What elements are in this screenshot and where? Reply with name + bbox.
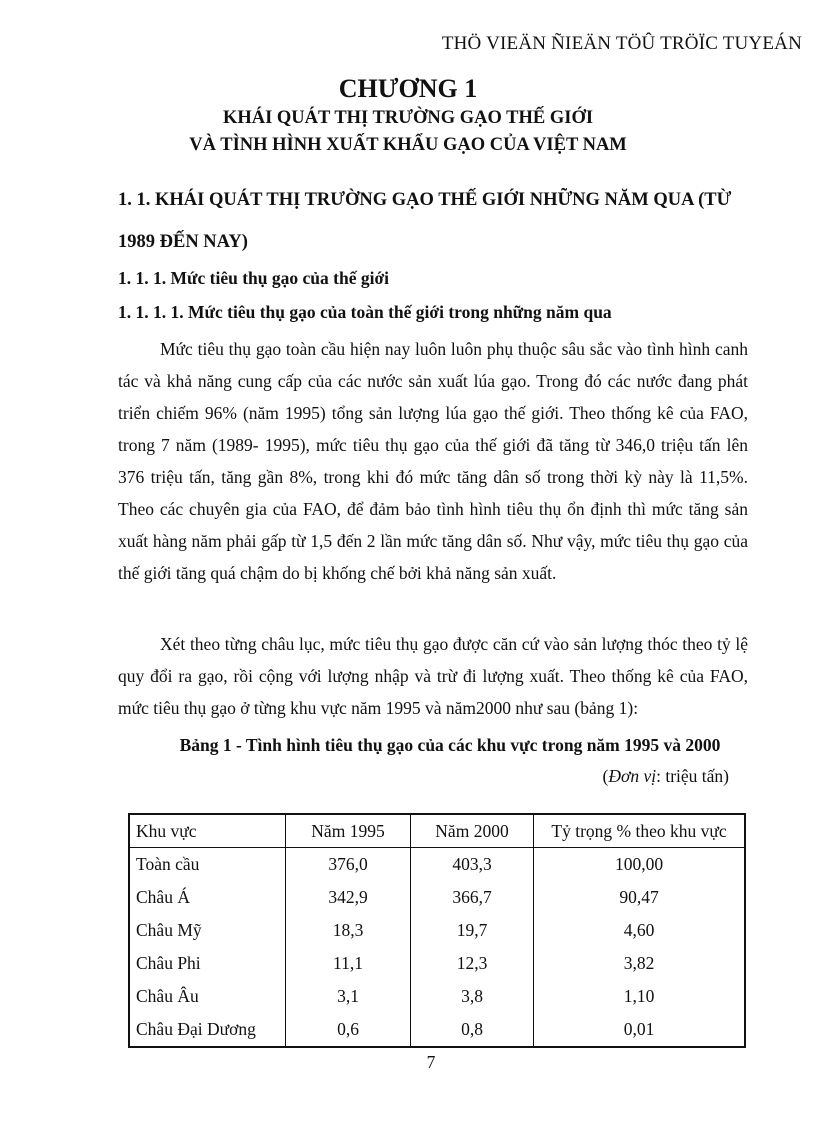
cell-region: Toàn cầu: [129, 848, 286, 882]
cell-2000: 403,3: [411, 848, 534, 882]
cell-share: 1,10: [623, 986, 655, 1006]
cell-1995: 3,1: [286, 980, 411, 1013]
library-header: THÖ VIEÄN ÑIEÄN TÖÛ TRÖÏC TUYEÁN: [441, 33, 802, 54]
cell-1995: 11,1: [286, 947, 411, 980]
unit-value: : triệu tấn): [656, 766, 729, 786]
cell-2000: 12,3: [411, 947, 534, 980]
cell-share: 90,47: [619, 887, 659, 907]
table-row: [129, 947, 745, 980]
header-share: Tỷ trọng % theo khu vực: [534, 814, 746, 848]
section-heading-1-1: 1. 1. KHÁI QUÁT THỊ TRƯỜNG GẠO THẾ GIỚI NHỮNG NĂM QUA (TỪ: [118, 190, 732, 210]
cell-region: Châu Mỹ: [129, 914, 286, 947]
table-unit: [603, 766, 729, 787]
header-1995: Năm 1995: [286, 814, 411, 848]
paragraph-consumption: Mức tiêu thụ gạo toàn cầu hiện nay luôn luôn phụ thuộc sâu sắc vào tình hình canh tác và khả năng cung cấp của các nước sản xuất lúa gạo. Trong đó các nước đang phát triển chiếm 96% (năm 1995) tổng sản lượng lúa gạo thế giới. Theo thống kê của FAO, trong 7 năm (1989- 1995), mức tiêu thụ gạo của thế giới đã tăng từ 346,0 triệu tấn lên 376 triệu tấn, tăng gần 8%, trong khi đó mức tăng dân số trong thời kỳ này là 11,5%. Theo các chuyên gia của FAO, để đảm bảo tình hình tiêu thụ ổn định thì mức tăng sản xuất hàng năm phải gấp từ 1,5 đến 2 lần mức tăng dân số. Như vậy, mức tiêu thụ gạo của thế giới tăng quá chậm do bị khống chế bởi khả năng sản xuất.: [118, 339, 748, 583]
section-heading-1-1-cont: 1989 ĐẾN NAY): [118, 232, 248, 252]
cell-region: Châu Phi: [129, 947, 286, 980]
cell-2000: 19,7: [411, 914, 534, 947]
cell-region: Châu Âu: [129, 980, 286, 1013]
cell-region: Châu Á: [129, 881, 286, 914]
cell-share: 4,60: [623, 920, 655, 940]
table-row: [129, 848, 745, 882]
cell-1995: 376,0: [286, 848, 411, 882]
header-region: Khu vực: [129, 814, 286, 848]
cell-share: 0,01: [623, 1019, 655, 1039]
chapter-subtitle-line-2: VÀ TÌNH HÌNH XUẤT KHẨU GẠO CỦA VIỆT NAM: [189, 135, 627, 155]
cell-1995: 18,3: [286, 914, 411, 947]
cell-1995: 342,9: [286, 881, 411, 914]
table-row: [129, 881, 745, 914]
table-row: [129, 980, 745, 1013]
chapter-title: CHƯƠNG 1: [338, 74, 478, 103]
cell-region: Châu Đại Dương: [129, 1013, 286, 1047]
paragraph-by-continent: Xét theo từng châu lục, mức tiêu thụ gạo được căn cứ vào sản lượng thóc theo tỷ lệ quy đổi ra gạo, rồi cộng với lượng nhập và trừ đi lượng xuất. Theo thống kê của FAO, mức tiêu thụ gạo ở từng khu vực năm 1995 và năm2000 như sau (bảng 1):: [118, 634, 748, 718]
page-number: 7: [426, 1052, 436, 1072]
chapter-subtitle-line-1: KHÁI QUÁT THỊ TRƯỜNG GẠO THẾ GIỚI: [222, 108, 594, 128]
table-caption: Bảng 1 - Tình hình tiêu thụ gạo của các khu vực trong năm 1995 và 2000: [179, 735, 721, 755]
cell-share: 3,82: [623, 953, 655, 973]
cell-2000: 0,8: [411, 1013, 534, 1047]
table-header-row: [129, 814, 745, 848]
unit-open: (: [602, 766, 609, 786]
cell-2000: 366,7: [411, 881, 534, 914]
header-2000: Năm 2000: [411, 814, 534, 848]
unit-label: Đơn vị: [608, 766, 657, 786]
section-heading-1-1-1-1: 1. 1. 1. 1. Mức tiêu thụ gạo của toàn thế giới trong những năm qua: [118, 302, 612, 322]
cell-1995: 0,6: [286, 1013, 411, 1047]
cell-2000: 3,8: [411, 980, 534, 1013]
table-row: [129, 1013, 745, 1047]
table-row: [129, 914, 745, 947]
consumption-table: [128, 813, 746, 1048]
cell-share: 100,00: [614, 854, 664, 874]
section-heading-1-1-1: 1. 1. 1. Mức tiêu thụ gạo của thế giới: [118, 268, 390, 288]
